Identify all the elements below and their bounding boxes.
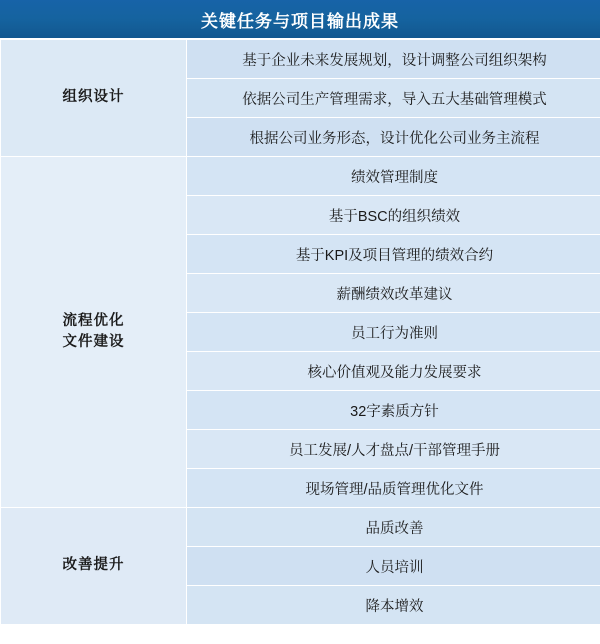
category-cell-process-optimization [1, 157, 187, 508]
category-cell-organization-design: 组织设计 [1, 40, 187, 157]
key-tasks-table [0, 39, 600, 625]
task-item: 根据公司业务形态，设计优化公司业务主流程 [187, 118, 600, 157]
category-cell-improvement: 改善提升 [1, 508, 187, 625]
task-item: 依据公司生产管理需求，导入五大基础管理模式 [187, 79, 600, 118]
task-item: 降本增效 [187, 586, 600, 625]
table-row [1, 40, 600, 79]
task-item: 基于企业未来发展规划，设计调整公司组织架构 [187, 40, 600, 79]
page-title [0, 0, 600, 39]
table-row [1, 157, 600, 196]
task-item: 32字素质方针 [187, 391, 600, 430]
task-item: 员工发展/人才盘点/干部管理手册 [187, 430, 600, 469]
task-item: 基于KPI及项目管理的绩效合约 [187, 235, 600, 274]
page-title-text: 关键任务与项目输出成果 [201, 11, 399, 31]
task-item: 品质改善 [187, 508, 600, 547]
table-row [1, 508, 600, 547]
task-item: 绩效管理制度 [187, 157, 600, 196]
task-item: 基于BSC的组织绩效 [187, 196, 600, 235]
category-label-line1: 流程优化 [62, 312, 125, 329]
task-item: 核心价值观及能力发展要求 [187, 352, 600, 391]
category-label-line2: 文件建设 [62, 334, 125, 350]
task-item: 人员培训 [187, 547, 600, 586]
task-item: 薪酬绩效改革建议 [187, 274, 600, 313]
task-item: 现场管理/品质管理优化文件 [187, 469, 600, 508]
task-item: 员工行为准则 [187, 313, 600, 352]
